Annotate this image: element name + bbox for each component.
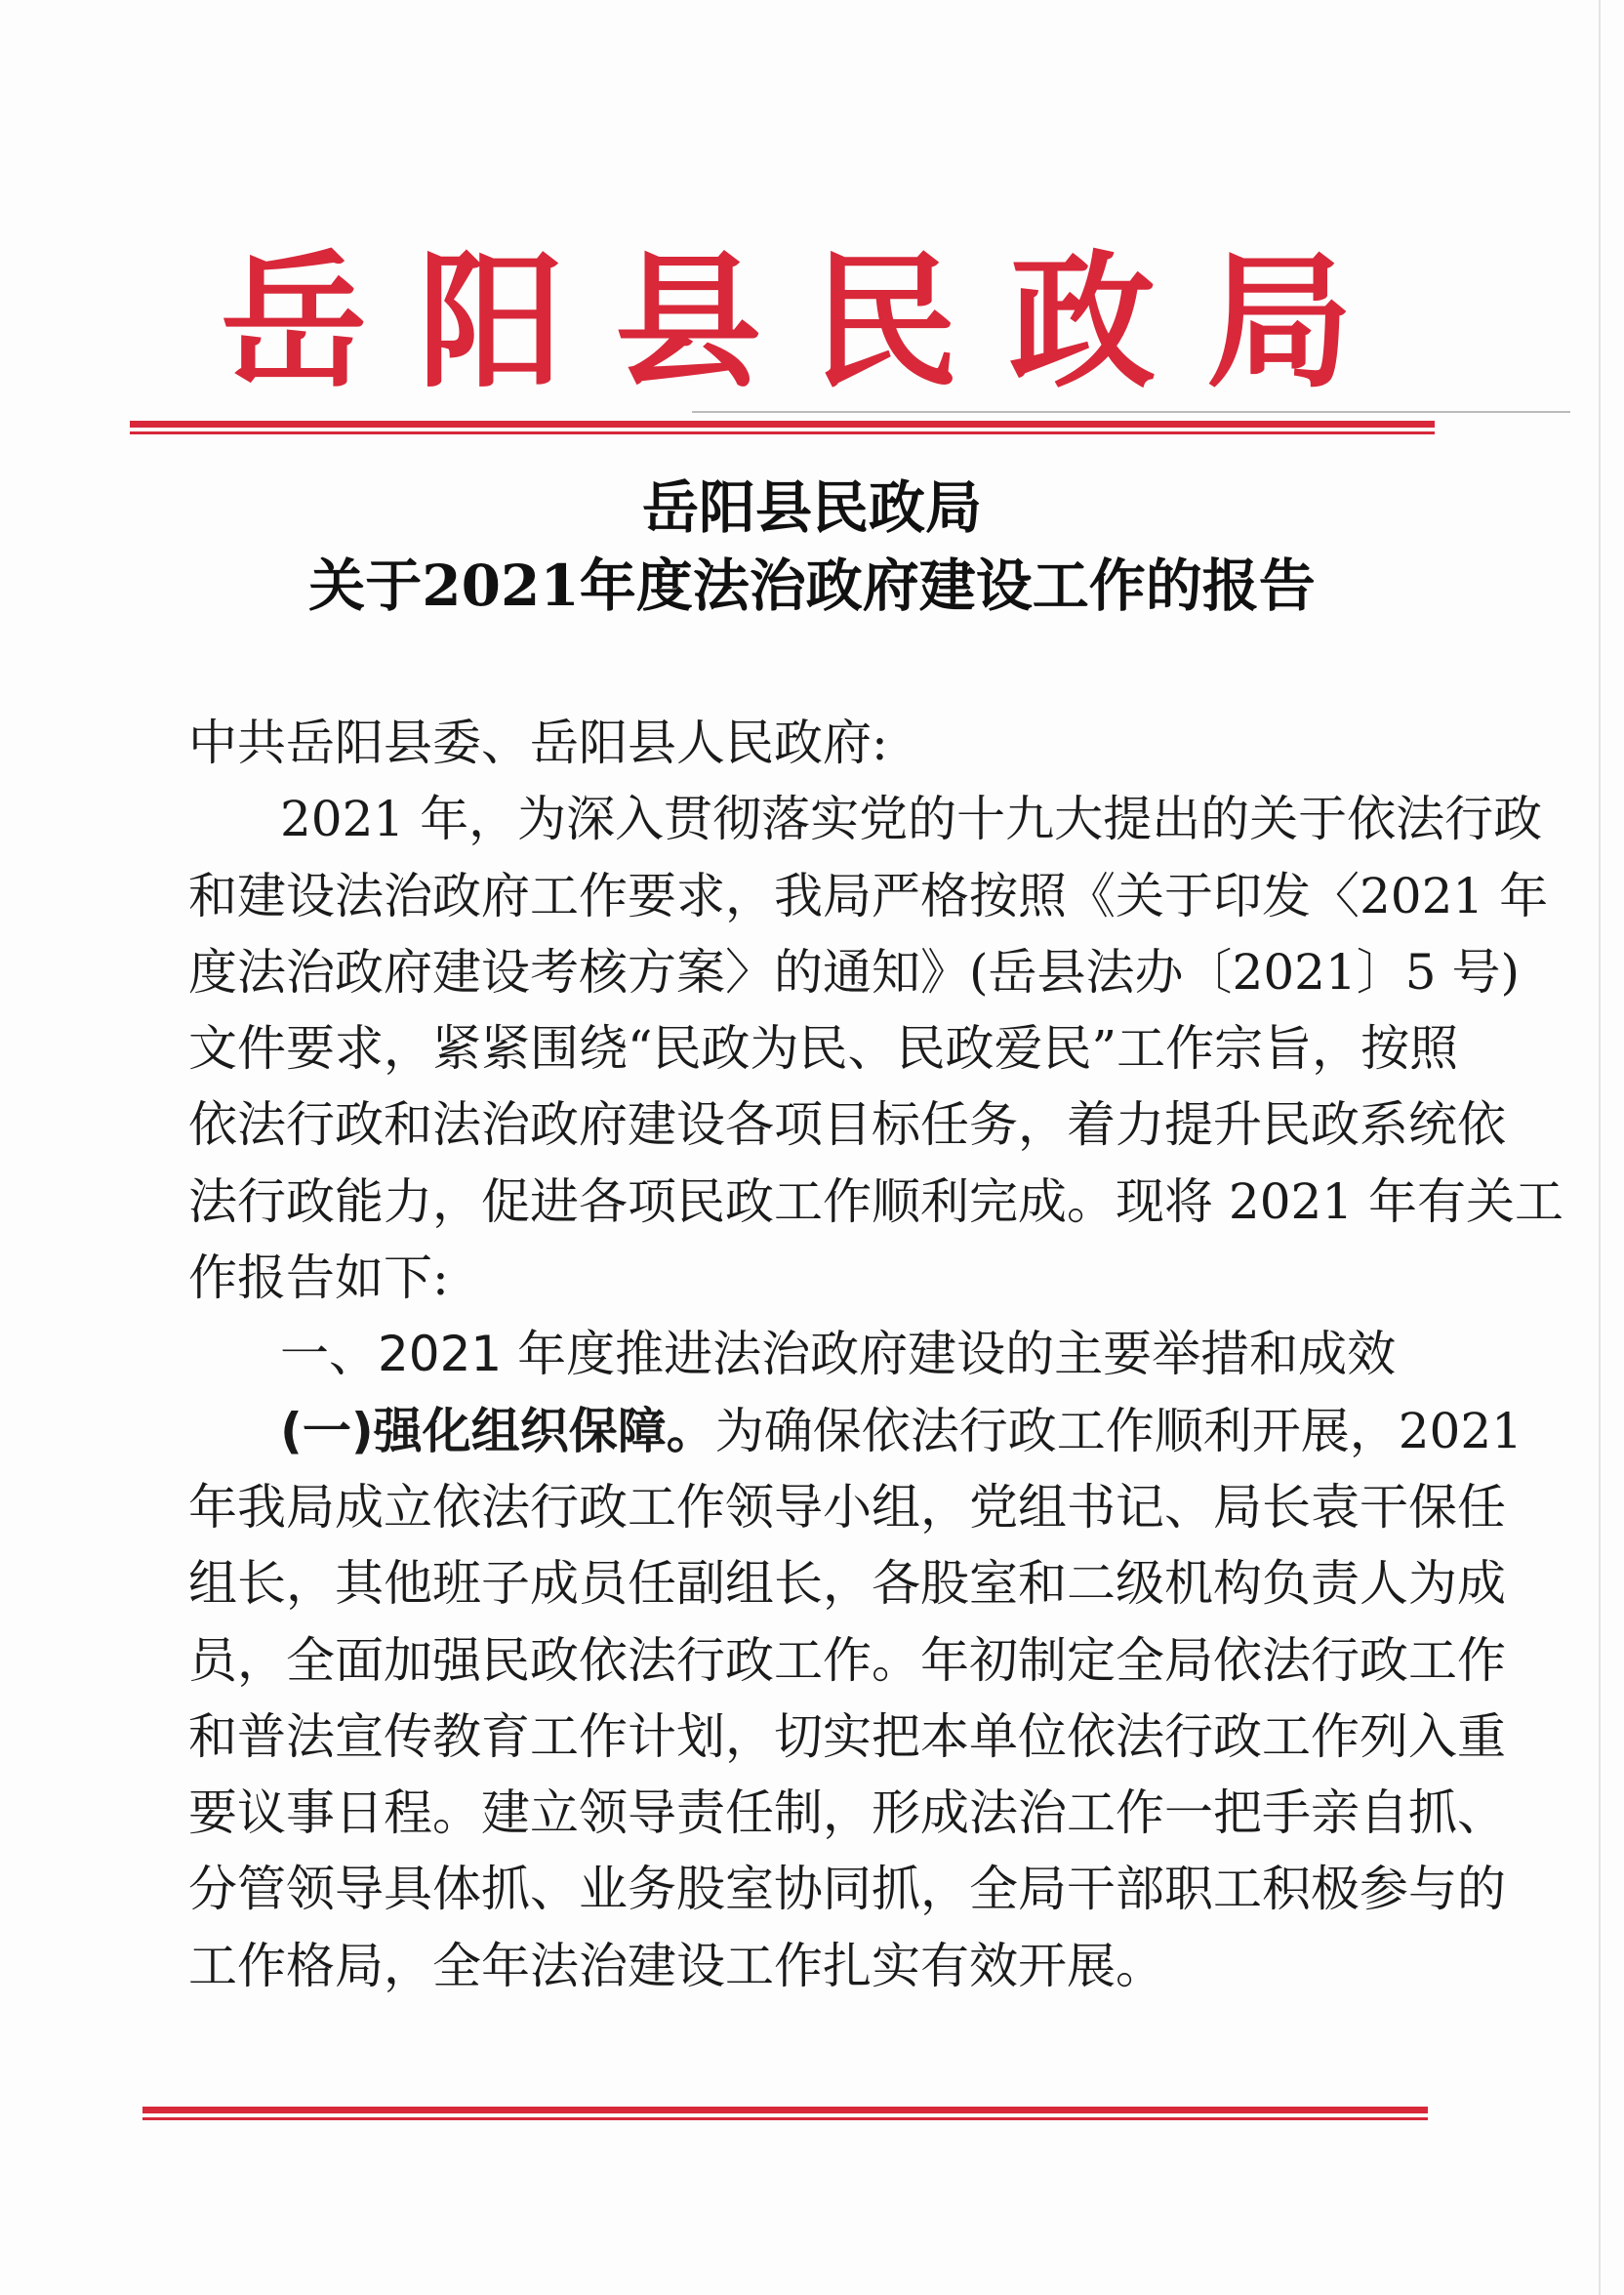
salutation: 中共岳阳县委、岳阳县人民政府: [188,715,888,771]
body-line: 作报告如下: [188,1250,449,1307]
body-line: 工作格局，全年法治建设工作扎实有效开展。 [188,1937,1164,1994]
letterhead-masthead: 岳阳县民政局 [221,236,1353,408]
page-edge [1599,0,1601,2295]
subsection-label: (一)强化组织保障。 [280,1402,715,1459]
body-line: 2021 年，为深入贯彻落实党的十九大提出的关于依法行政 [280,791,1543,848]
document-body [188,705,1564,2004]
body-line: 法行政能力，促进各项民政工作顺利完成。现将 2021 年有关工 [188,1172,1564,1230]
body-line: 依法行政和法治政府建设各项目标任务，着力提升民政系统依 [188,1096,1506,1154]
body-line: 分管领导具体抓、业务股室协同抓，全局干部职工积极参与的 [188,1861,1506,1918]
footer-red-rule [142,2107,1428,2120]
body-text: 为确保依法行政工作顺利开展，2021 [714,1402,1522,1459]
body-line: 要议事日程。建立领导责任制，形成法治工作一把手亲自抓、 [188,1784,1506,1842]
body-line: 年我局成立依法行政工作领导小组，党组书记、局长袁干保任 [188,1478,1506,1536]
document-title: 关于2021年度法治政府建设工作的报告 [308,553,1316,619]
body-line: 度法治政府建设考核方案〉的通知》(岳县法办〔2021〕5 号) [188,943,1520,1001]
section-heading: 一、2021 年度推进法治政府建设的主要举措和成效 [280,1326,1397,1383]
body-line: 文件要求，紧紧围绕“民政为民、民政爱民”工作宗旨，按照 [188,1020,1459,1078]
body-line: 员，全面加强民政依法行政工作。年初制定全局依法行政工作 [188,1631,1506,1689]
body-line: 组长，其他班子成员任副组长，各股室和二级机构负责人为成 [188,1555,1506,1613]
body-line: 和建设法治政府工作要求，我局严格按照《关于印发〈2021 年 [188,867,1549,924]
letterhead-red-rule [130,421,1435,434]
scan-line [692,411,1570,413]
body-line: 和普法宣传教育工作计划，切实把本单位依法行政工作列入重 [188,1707,1506,1765]
document-title-org: 岳阳县民政局 [641,474,982,541]
subsection-first-line [188,1393,1522,1469]
